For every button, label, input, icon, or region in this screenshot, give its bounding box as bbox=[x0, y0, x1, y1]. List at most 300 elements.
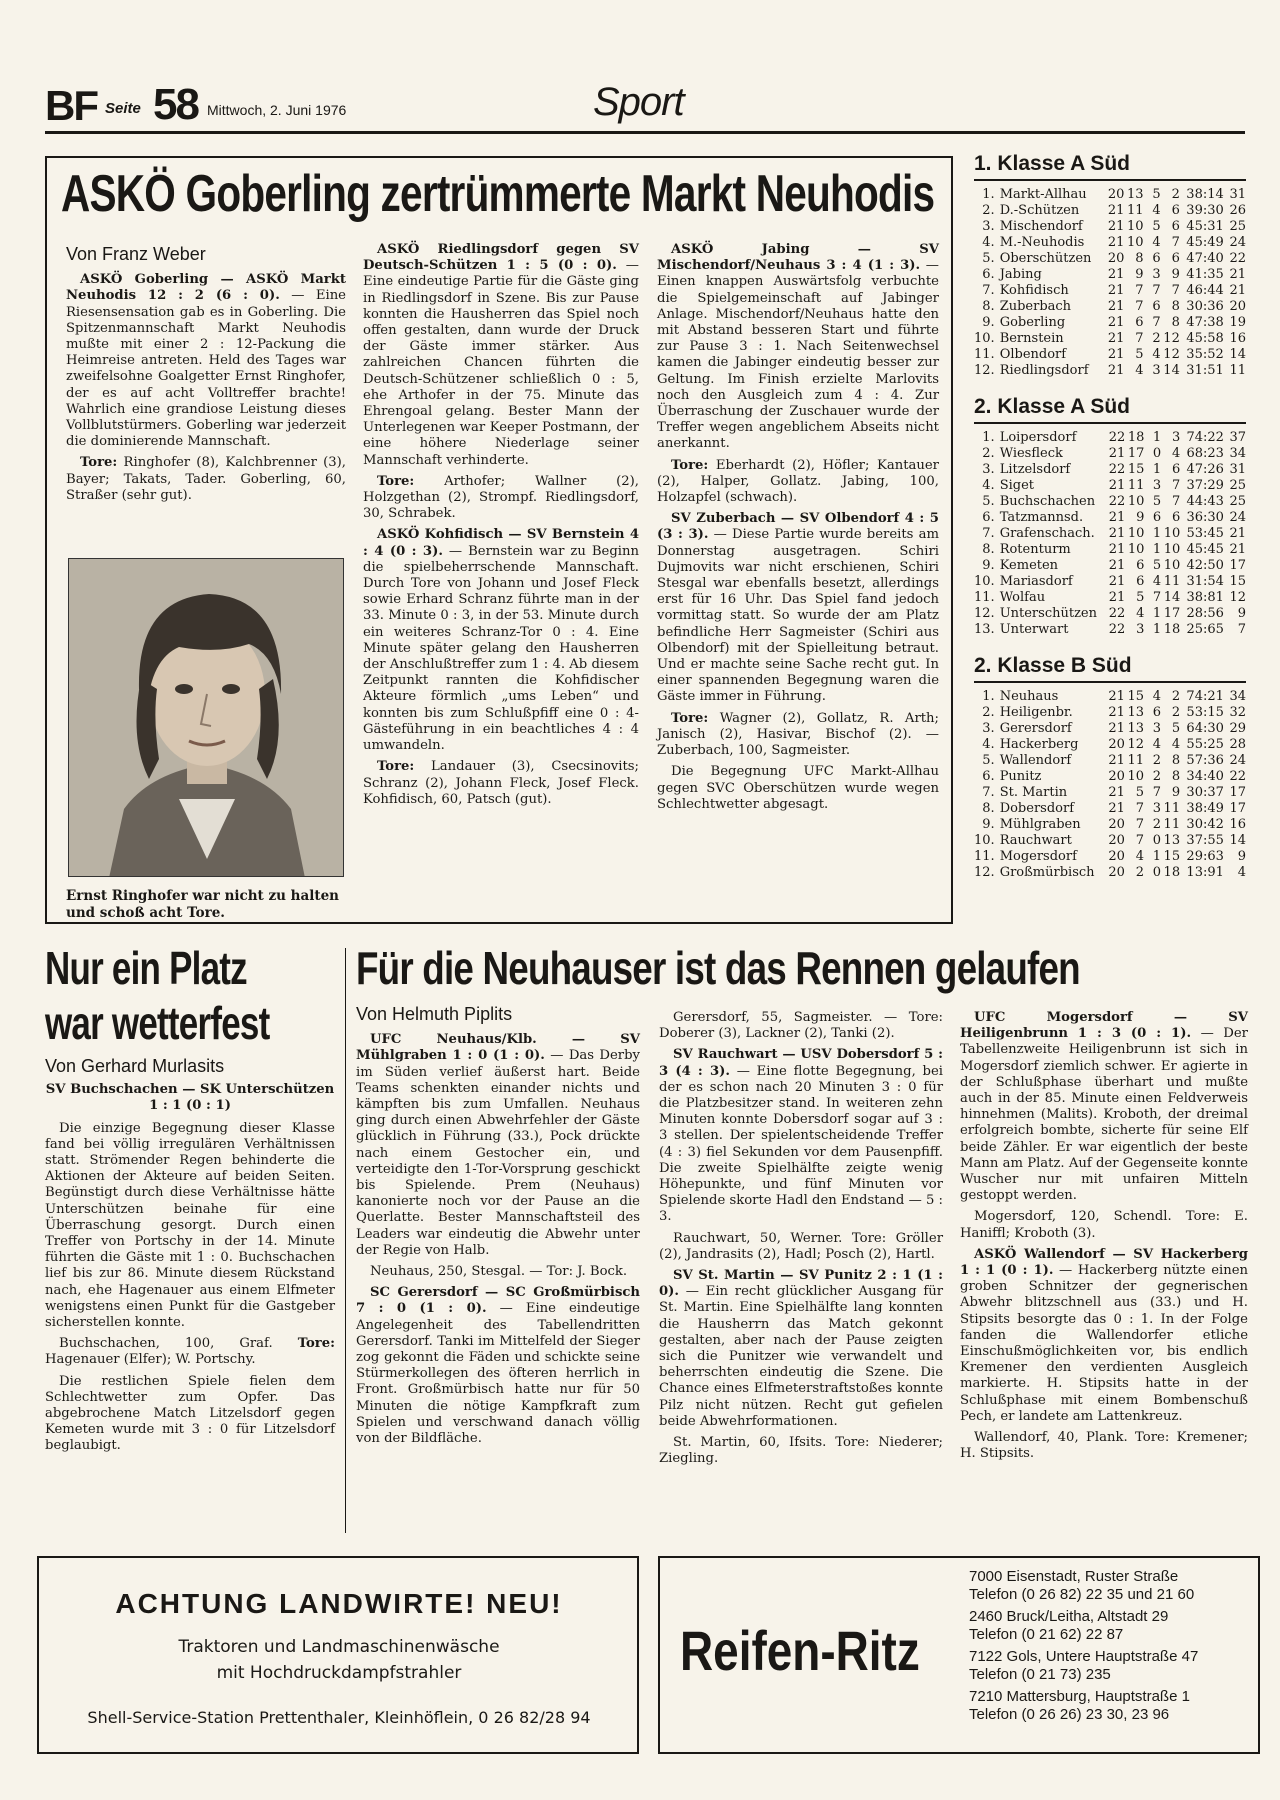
table-row bbox=[974, 753, 1246, 769]
table-row bbox=[974, 510, 1246, 526]
table-cell: 47:38 bbox=[1186, 315, 1224, 330]
ad-footer: Shell-Service-Station Prettenthaler, Kleinhöflein, 0 26 82/28 94 bbox=[87, 1708, 591, 1727]
table-cell: 11 bbox=[1127, 203, 1144, 218]
table-cell: Unterschützen bbox=[999, 606, 1097, 621]
table-cell: Oberschützen bbox=[999, 251, 1092, 266]
table-cell: 21 bbox=[1108, 753, 1125, 768]
table-cell: 36:30 bbox=[1186, 510, 1224, 525]
table-cell: 42:50 bbox=[1186, 558, 1224, 573]
table-cell: 5 bbox=[1135, 347, 1144, 362]
table-cell: 12 bbox=[1127, 737, 1144, 752]
table-cell: 7 bbox=[1135, 299, 1144, 314]
table-cell: 32 bbox=[1229, 705, 1246, 720]
article2-tore: Buchschachen, 100, Graf. Tore: Hagenauer (Elfer); W. Portschy. bbox=[45, 1336, 335, 1368]
table-cell: Kohfidisch bbox=[999, 283, 1069, 298]
ad-phone: Telefon (0 21 73) 235 bbox=[969, 1665, 1111, 1683]
table-row bbox=[974, 801, 1246, 817]
table-cell: 21 bbox=[1108, 705, 1125, 720]
table-cell: 21 bbox=[1108, 785, 1125, 800]
table-cell: 9. bbox=[982, 817, 995, 832]
table-cell: 41:35 bbox=[1186, 267, 1224, 282]
article3-paragraph: Neuhaus, 250, Stesgal. — Tor: J. Bock. bbox=[370, 1264, 628, 1280]
table-cell: Mühlgraben bbox=[999, 817, 1081, 832]
table-cell: 45:31 bbox=[1186, 219, 1224, 234]
ad-city: 7122 Gols, Untere Hauptstraße 47 bbox=[969, 1648, 1199, 1665]
table-cell: 5. bbox=[982, 494, 995, 509]
article3-column-2 bbox=[659, 1010, 943, 1472]
ad-addresses bbox=[969, 1568, 1259, 1728]
ad-address bbox=[969, 1608, 1259, 1643]
ad-landwirte bbox=[37, 1556, 639, 1754]
article2-paragraph: Die einzige Begegnung dieser Klasse fand bei völlig irregulären Verhältnissen statt. Strömender Regen behinderte die Aktionen der Akteure auf beiden Seiten. Begünstigt durch diese Verhältnisse hätte Unterschützen beinahe für eine Überraschung gesorgt. Durch einen Treffer von Portschy in der 14. Minute führten die Gäste mit 1 : 0. Buchschachen lief bis zur 86. Minute diesem Rückstand nach, ehe Hagenauer aus einem Elfmeter wenigstens einen Punkt für die Gastgeber sicherstellen konnte. bbox=[45, 1120, 335, 1331]
table-cell: 18 bbox=[1163, 865, 1181, 880]
table-cell: 37:55 bbox=[1186, 833, 1224, 848]
table-row bbox=[974, 494, 1246, 510]
table-row bbox=[974, 606, 1246, 622]
table-cell: 20 bbox=[1229, 299, 1246, 314]
table-cell: 6 bbox=[1136, 558, 1145, 573]
table-row bbox=[974, 590, 1246, 606]
table-row bbox=[974, 331, 1246, 347]
table-cell: 25 bbox=[1229, 219, 1246, 234]
headline-goberling: ASKÖ Goberling zertrümmerte Markt Neuhodis bbox=[61, 165, 935, 223]
table-cell: 30:42 bbox=[1186, 817, 1224, 832]
table-cell: 10. bbox=[974, 574, 995, 589]
table-cell: 7 bbox=[1152, 590, 1162, 605]
table-cell: 1 bbox=[1152, 849, 1161, 864]
table-cell: Mogersdorf bbox=[999, 849, 1077, 864]
table-cell: 34 bbox=[1229, 446, 1246, 461]
ad-phone: Telefon (0 26 82) 22 35 und 21 60 bbox=[969, 1585, 1195, 1603]
table-cell: 25 bbox=[1229, 478, 1246, 493]
table-cell: 9 bbox=[1171, 267, 1180, 282]
table-row bbox=[974, 833, 1246, 849]
table-cell: 6. bbox=[982, 267, 995, 282]
table-cell: 6 bbox=[1152, 299, 1161, 314]
table-cell: 13 bbox=[1163, 833, 1181, 848]
headline-weather-line-2: war wetterfest bbox=[45, 997, 270, 1049]
table-cell: 10 bbox=[1127, 235, 1144, 250]
table-cell: 3 bbox=[1136, 622, 1145, 637]
table-row bbox=[974, 347, 1246, 363]
table-cell: 18 bbox=[1163, 622, 1181, 637]
table-cell: 8 bbox=[1171, 753, 1181, 768]
article1-paragraph: ASKÖ Riedlingsdorf gegen SV Deutsch-Schützen 1 : 5 (0 : 0). — Eine eindeutige Partie für die Gäste ging in Riedlingsdorf in Szene. Bis zur Pause konnten die Hausherren das Spiel noch offen gestalten, dann wurde der Druck der Gäste immer stärker. Aus zahlreichen Chancen führten die Deutsch-Schützener schließlich 0 : 5, ehe Arthofer in der 75. Minute das Ehrengoal gelang. Bester Mann der Unterlegenen war Keeper Postmann, der eine höhere Niederlage seiner Mannschaft verhinderte. bbox=[363, 242, 639, 468]
table-cell: 25 bbox=[1229, 494, 1246, 509]
table-cell: 7 bbox=[1171, 478, 1181, 493]
table-cell: 5 bbox=[1152, 558, 1162, 573]
newspaper-logo: BF bbox=[45, 82, 97, 129]
table-cell: 22 bbox=[1108, 494, 1126, 509]
table-cell: Riedlingsdorf bbox=[999, 363, 1089, 378]
table-cell: Punitz bbox=[999, 769, 1042, 784]
table-cell: 21 bbox=[1108, 574, 1126, 589]
article1-paragraph: ASKÖ Kohfidisch — SV Bernstein 4 : 4 (0 : 3). — Bernstein war zu Beginn die spielbeherrschende Mannschaft. Durch Tore von Johann und Josef Fleck sowie Erhard Schranz führte man in der 33. Minute 0 : 3, in der 53. Minute durch ein weiteres Schranz-Tor 0 : 4. Eine Minute später gelang den Hausherren der Anschlußtreffer zum 1 : 4. Ab diesem Zeitpunkt rannten die Kohfidischer Akteure förmlich „ums Leben“ und konnten bis zum Schlußpfiff eine 0 : 4-Gästeführung in ein beachtliches 4 : 4 umwandeln. bbox=[363, 527, 639, 754]
table-row bbox=[974, 526, 1246, 542]
table-cell: 25:65 bbox=[1186, 622, 1224, 637]
table-cell: Markt-Allhau bbox=[999, 187, 1087, 202]
table-cell: 11 bbox=[1163, 817, 1181, 832]
table-row bbox=[974, 462, 1246, 478]
table-cell: Tatzmannsd. bbox=[999, 510, 1084, 525]
table-cell: 3 bbox=[1171, 430, 1181, 445]
table-cell: 13 bbox=[1127, 187, 1144, 202]
ad-line-1: Traktoren und Landmaschinenwäsche bbox=[178, 1637, 500, 1657]
table-cell: 24 bbox=[1229, 753, 1246, 768]
table-cell: 14 bbox=[1229, 833, 1246, 848]
table-cell: 2. bbox=[982, 705, 995, 720]
match-lead: SV Rauchwart — USV Dobersdorf 5 : 3 (4 : 3). bbox=[659, 1047, 943, 1079]
table-cell: 6 bbox=[1152, 705, 1161, 720]
ad-phone: Telefon (0 26 26) 23 30, 23 96 bbox=[969, 1705, 1170, 1723]
byline: Von Franz Weber bbox=[66, 244, 206, 264]
article1-paragraph: Tore: Landauer (3), Csecsinovits; Schranz (2), Johann Fleck, Josef Fleck. Kohfidisch, 60, Patsch (gut). bbox=[363, 759, 639, 807]
match-lead: Tore: bbox=[671, 457, 709, 473]
match-lead: SV St. Martin — SV Punitz 2 : 1 (1 : 0). bbox=[659, 1268, 943, 1300]
table-cell: 3. bbox=[982, 721, 995, 736]
table-cell: 21 bbox=[1107, 267, 1125, 282]
table-cell: 3 bbox=[1152, 478, 1162, 493]
article1-column-3 bbox=[657, 242, 939, 818]
table-cell: 5. bbox=[982, 251, 995, 266]
table-cell: 5 bbox=[1135, 785, 1144, 800]
table-cell: 2 bbox=[1152, 753, 1161, 768]
table-cell: 20 bbox=[1107, 187, 1125, 202]
table-cell: 28 bbox=[1229, 737, 1246, 752]
table-row bbox=[974, 705, 1246, 721]
table-cell: 24 bbox=[1229, 235, 1246, 250]
table-cell: 14 bbox=[1163, 363, 1180, 378]
table-cell: 21 bbox=[1108, 446, 1126, 461]
article1-column-2 bbox=[363, 242, 639, 813]
table-cell: 22 bbox=[1108, 606, 1126, 621]
table-cell: Wolfau bbox=[999, 590, 1046, 605]
headline-neuhaus: Für die Neuhauser ist das Rennen gelaufen bbox=[356, 942, 1080, 994]
table-cell: 12 bbox=[1163, 331, 1180, 346]
table-cell: 53:15 bbox=[1186, 705, 1224, 720]
standings-table bbox=[974, 654, 1246, 881]
table-cell: 1 bbox=[1152, 526, 1162, 541]
table-cell: 8. bbox=[982, 299, 995, 314]
issue-date: Mittwoch, 2. Juni 1976 bbox=[207, 102, 347, 118]
table-cell: 22 bbox=[1229, 769, 1246, 784]
table-cell: 4 bbox=[1152, 689, 1161, 704]
table-cell: 11. bbox=[974, 347, 995, 362]
table-cell: 1. bbox=[982, 430, 995, 445]
table-cell: 64:30 bbox=[1186, 721, 1224, 736]
table-cell: Kemeten bbox=[999, 558, 1059, 573]
table-cell: Gerersdorf bbox=[999, 721, 1072, 736]
table-cell: 14 bbox=[1229, 347, 1246, 362]
table-cell: Wallendorf bbox=[999, 753, 1072, 768]
table-cell: 4 bbox=[1171, 737, 1181, 752]
table-cell: 5 bbox=[1152, 494, 1162, 509]
table-cell: 2 bbox=[1171, 187, 1180, 202]
match-subhead: SV Buchschachen — SK Unterschützen 1 : 1 (0 : 1) bbox=[45, 1082, 335, 1114]
photo-caption: Ernst Ringhofer war nicht zu halten und schoß acht Tore. bbox=[66, 888, 339, 921]
table-cell: 9 bbox=[1237, 606, 1246, 621]
table-cell: 26 bbox=[1229, 203, 1246, 218]
article1-paragraph: Tore: Wagner (2), Gollatz, R. Arth; Janisch (2), Hasivar, Bischof (2). — Zuberbach, 100, Sagmeister. bbox=[657, 710, 939, 759]
table-cell: 4 bbox=[1152, 737, 1161, 752]
table-cell: 5 bbox=[1152, 187, 1161, 202]
match-lead: UFC Neuhaus/Klb. — SV Mühlgraben 1 : 0 (1 : 0). bbox=[356, 1032, 640, 1064]
table-cell: 74:21 bbox=[1186, 689, 1224, 704]
table-row bbox=[974, 187, 1246, 203]
table-cell: 37 bbox=[1229, 430, 1246, 445]
table-cell: 2 bbox=[1171, 705, 1181, 720]
match-lead: Tore: bbox=[377, 759, 415, 775]
ad-brand: Reifen-Ritz bbox=[680, 1619, 920, 1682]
table-cell: 29 bbox=[1229, 721, 1246, 736]
masthead bbox=[45, 78, 1245, 134]
byline: Von Helmuth Piplits bbox=[356, 1004, 513, 1024]
table-cell: 6 bbox=[1171, 219, 1180, 234]
match-lead: SV Zuberbach — SV Olbendorf 4 : 5 (3 : 3). bbox=[657, 511, 939, 543]
table-cell: 74:22 bbox=[1186, 430, 1224, 445]
table-cell: 21 bbox=[1229, 526, 1246, 541]
table-cell: 12. bbox=[974, 606, 995, 621]
byline: Von Gerhard Murlasits bbox=[45, 1056, 225, 1076]
article-weather bbox=[45, 944, 335, 1460]
table-cell: 17 bbox=[1229, 785, 1246, 800]
table-cell: 3. bbox=[982, 462, 995, 477]
table-cell: 5. bbox=[982, 753, 995, 768]
table-cell: 10 bbox=[1163, 526, 1181, 541]
table-cell: 7 bbox=[1152, 283, 1161, 298]
table-cell: 0 bbox=[1152, 446, 1162, 461]
table-cell: 7. bbox=[982, 283, 995, 298]
table-cell: 38:49 bbox=[1186, 801, 1224, 816]
table-cell: 37:29 bbox=[1186, 478, 1224, 493]
table-cell: 53:45 bbox=[1186, 526, 1224, 541]
article-neuhaus bbox=[356, 942, 1249, 1467]
table-cell: 15 bbox=[1229, 574, 1246, 589]
match-lead: ASKÖ Jabing — SV Mischendorf/Neuhaus 3 : 4 (1 : 3). bbox=[657, 242, 939, 274]
table-cell: 1 bbox=[1152, 430, 1162, 445]
table-cell: 8. bbox=[982, 542, 995, 557]
table-cell: 12. bbox=[974, 865, 995, 880]
table-cell: 28:56 bbox=[1186, 606, 1224, 621]
table-cell: 10. bbox=[974, 833, 995, 848]
table-cell: 11 bbox=[1163, 801, 1181, 816]
table-row bbox=[974, 315, 1246, 331]
article3-paragraph: Gerersdorf, 55, Sagmeister. — Tore: Doberer (3), Lackner (2), Tanki (2). bbox=[659, 1010, 943, 1042]
table-row bbox=[974, 689, 1246, 705]
article3-paragraph: UFC Mogersdorf — SV Heiligenbrunn 1 : 3 (0 : 1). — Der Tabellenzweite Heiligenbrunn ist sich in Mogersdorf ziemlich schwer. Er agierte in der Schlußphase überhart und mußte auch in der 85. Minute einen Feldverweis hinnehmen (Malits). Kroboth, der dreimal erfolgreich bombte, sicherte für seine Elf beide Zähler. Er war eigentlich der beste Mann am Platz. Auf der Gegenseite konnte Wuscher nur mit unfairen Mitteln gestoppt werden. bbox=[960, 1010, 1248, 1204]
table-row bbox=[974, 721, 1246, 737]
standings-tables bbox=[974, 152, 1246, 897]
table-cell: 35:52 bbox=[1186, 347, 1224, 362]
table-cell: 6. bbox=[982, 510, 995, 525]
table-cell: 34 bbox=[1229, 689, 1246, 704]
table-cell: Bernstein bbox=[999, 331, 1064, 346]
column-divider bbox=[345, 948, 346, 1533]
table-cell: 11 bbox=[1163, 574, 1181, 589]
table-row bbox=[974, 865, 1246, 881]
article1-paragraph: ASKÖ Goberling — ASKÖ Markt Neuhodis 12 : 2 (6 : 0). — Eine Riesensensation gab es in Goberling. Die Spitzenmannschaft Markt Neuhodis mußte mit einer 2 : 12-Packung die Heimreise antreten. Held des Tages war zweifelsohne Goalgetter Ernst Ringhofer, der es auf acht Volltreffer brachte! Wahrlich eine grandiose Leistung dieses Vollblutstürmers. Goberling war jederzeit die dominierende Mannschaft. bbox=[66, 272, 346, 450]
table-cell: 21 bbox=[1107, 347, 1125, 362]
table-cell: Mariasdorf bbox=[999, 574, 1073, 589]
match-lead: ASKÖ Riedlingsdorf gegen SV Deutsch-Schützen 1 : 5 (0 : 0). bbox=[363, 242, 639, 274]
ad-address bbox=[969, 1648, 1259, 1683]
table-cell: 21 bbox=[1108, 558, 1126, 573]
table-row bbox=[974, 446, 1246, 462]
ad-city: 7000 Eisenstadt, Ruster Straße bbox=[969, 1568, 1179, 1585]
table-cell: 4 bbox=[1237, 865, 1246, 880]
table-cell: 2 bbox=[1152, 331, 1161, 346]
article1-paragraph: ASKÖ Jabing — SV Mischendorf/Neuhaus 3 : 4 (1 : 3). — Einen knappen Auswärtsfolg verbuchte die Spielgemeinschaft auf Jabinger Anlage. Mischendorf/Neuhaus hatte den mit Abstand besseren Start und führte zur Pause 3 : 1. Nach Seitenwechsel kamen die Jabinger eindeutig besser zur Geltung. Im Finish erzielte Marlovits noch den Ausgleich zum 4 : 4. Zur Überraschung der Zuschauer wurde der Treffer wegen angeblichem Abseits nicht anerkannt. bbox=[657, 242, 939, 452]
table-cell: 2 bbox=[1135, 865, 1144, 880]
table-cell: 31:54 bbox=[1186, 574, 1224, 589]
table-title: 1. Klasse A Süd bbox=[974, 152, 1246, 181]
table-cell: 6 bbox=[1171, 510, 1181, 525]
table-cell: 2 bbox=[1152, 817, 1161, 832]
match-lead: ASKÖ Wallendorf — SV Hackerberg 1 : 1 (0 : 1). bbox=[960, 1246, 1248, 1279]
table-cell: 21 bbox=[1107, 315, 1125, 330]
table-cell: 19 bbox=[1229, 315, 1246, 330]
table-cell: 21 bbox=[1107, 203, 1125, 218]
table-cell: 11 bbox=[1127, 753, 1144, 768]
table-cell: 3 bbox=[1152, 801, 1161, 816]
table-cell: 17 bbox=[1229, 801, 1246, 816]
table-cell: 3 bbox=[1152, 363, 1161, 378]
page-label: Seite bbox=[105, 100, 141, 117]
table-cell: 13 bbox=[1127, 705, 1144, 720]
article3-paragraph: Wallendorf, 40, Plank. Tore: Kremener; H. Stipsits. bbox=[960, 1430, 1248, 1462]
table-cell: Olbendorf bbox=[999, 347, 1067, 362]
table-cell: 5 bbox=[1136, 590, 1145, 605]
table-cell: 4 bbox=[1152, 203, 1161, 218]
table-cell: 10. bbox=[974, 331, 995, 346]
table-cell: 4. bbox=[982, 478, 995, 493]
table-cell: 5 bbox=[1152, 219, 1161, 234]
table-cell: 45:45 bbox=[1186, 542, 1224, 557]
table-cell: Rauchwart bbox=[999, 833, 1072, 848]
table-cell: 17 bbox=[1229, 558, 1246, 573]
table-cell: 20 bbox=[1108, 865, 1125, 880]
table-cell: 21 bbox=[1108, 478, 1126, 493]
table-cell: 10 bbox=[1127, 769, 1144, 784]
table-cell: M.-Neuhodis bbox=[999, 235, 1085, 250]
table-cell: 21 bbox=[1108, 721, 1125, 736]
article3-paragraph: UFC Neuhaus/Klb. — SV Mühlgraben 1 : 0 (1 : 0). — Das Derby im Süden verlief äußerst hart. Beide Teams schenkten einander nichts und kämpften bis zum Umfallen. Neuhaus ging durch einen Abwehrfehler der Gäste glücklich in Führung (33.), Pock drückte nach einem Gestocher ein, und verteidigte den 1-Tor-Vorsprung geschickt bis Spielende. Prem (Neuhaus) kanonierte noch vor der Pause an die Querlatte. Bester Mannschaftsteil des Leaders war eindeutig die Abwehr unter der Regie von Halb. bbox=[356, 1032, 640, 1258]
table-cell: Goberling bbox=[999, 315, 1066, 330]
table-cell: 57:36 bbox=[1186, 753, 1224, 768]
table-cell: Unterwart bbox=[999, 622, 1069, 637]
table-cell: 12. bbox=[974, 363, 995, 378]
table-cell: 8 bbox=[1171, 769, 1181, 784]
table-cell: 1 bbox=[1152, 462, 1162, 477]
table-cell: 29:63 bbox=[1186, 849, 1224, 864]
table-cell: 39:30 bbox=[1186, 203, 1224, 218]
section-title: Sport bbox=[593, 80, 684, 124]
table-cell: Großmürbisch bbox=[999, 865, 1095, 880]
table-cell: 20 bbox=[1107, 251, 1125, 266]
table-cell: 7. bbox=[982, 785, 995, 800]
table-cell: 2 bbox=[1152, 769, 1161, 784]
table-cell: 4 bbox=[1135, 849, 1144, 864]
table-cell: 4 bbox=[1171, 446, 1181, 461]
table-cell: 7 bbox=[1171, 283, 1180, 298]
article1-paragraph: Tore: Arthofer; Wallner (2), Holzgethan (2), Strompf. Riedlingsdorf, 30, Schrabek. bbox=[363, 473, 639, 522]
table-cell: 46:44 bbox=[1186, 283, 1224, 298]
table-row bbox=[974, 478, 1246, 494]
ad-reifen-ritz bbox=[658, 1556, 1260, 1754]
table-cell: 6 bbox=[1152, 510, 1162, 525]
portrait-image bbox=[69, 559, 344, 877]
table-cell: 15 bbox=[1127, 462, 1145, 477]
table-cell: 2 bbox=[1171, 689, 1181, 704]
table-cell: 21 bbox=[1108, 801, 1125, 816]
table-cell: 1 bbox=[1152, 622, 1162, 637]
article1-paragraph: SV Zuberbach — SV Olbendorf 4 : 5 (3 : 3). — Diese Partie wurde bereits am Donnerstag ausgetragen. Schiri Dujmovits war nicht erschienen, Schiri Stesgal war ebenfalls besetzt, allerdings erst für 16 Uhr. Das Spiel fand jedoch vormittag statt. So wurde der am Platz befindliche Herr Sagmeister (Schiri aus Olbendorf) mit der Spielleitung betraut. Und er machte seine Sache recht gut. In einer spannenden Begegnung waren die Gäste immer in Führung. bbox=[657, 511, 939, 705]
player-photo bbox=[68, 558, 344, 877]
table-cell: 3 bbox=[1152, 267, 1161, 282]
match-lead: SC Gerersdorf — SC Großmürbisch 7 : 0 (1 : 0). bbox=[356, 1285, 640, 1317]
article3-paragraph: Rauchwart, 50, Werner. Tore: Gröller (2), Jandrasits (2), Hadl; Posch (2), Hartl. bbox=[659, 1230, 943, 1262]
ad-phone: Telefon (0 21 62) 22 87 bbox=[969, 1625, 1124, 1643]
table-cell: 10 bbox=[1127, 494, 1145, 509]
article1-paragraph: Tore: Ringhofer (8), Kalchbrenner (3), Bayer; Takats, Tader. Goberling, 60, Straßer (sehr gut). bbox=[66, 455, 346, 503]
table-cell: 10 bbox=[1127, 219, 1144, 234]
table-cell: 21 bbox=[1108, 689, 1125, 704]
table-cell: 5 bbox=[1171, 721, 1181, 736]
table-cell: 30:37 bbox=[1186, 785, 1224, 800]
table-row bbox=[974, 558, 1246, 574]
table-cell: 12 bbox=[1229, 590, 1246, 605]
table-cell: 22 bbox=[1108, 462, 1126, 477]
table-row bbox=[974, 542, 1246, 558]
table-cell: 7 bbox=[1171, 235, 1180, 250]
table-cell: 14 bbox=[1163, 590, 1181, 605]
table-cell: 10 bbox=[1127, 526, 1145, 541]
table-cell: Mischendorf bbox=[999, 219, 1083, 234]
table-cell: 20 bbox=[1108, 769, 1125, 784]
article3-paragraph: Mogersdorf, 120, Schendl. Tore: E. Haniffl; Kroboth (3). bbox=[960, 1209, 1248, 1241]
table-cell: 20 bbox=[1108, 833, 1125, 848]
table-cell: 21 bbox=[1107, 235, 1125, 250]
table-cell: Zuberbach bbox=[999, 299, 1072, 314]
table-cell: 20 bbox=[1108, 817, 1125, 832]
article3-paragraph: SC Gerersdorf — SC Großmürbisch 7 : 0 (1 : 0). — Eine eindeutige Angelegenheit des Tabellendritten Gerersdorf. Tanki im Mittelfeld der Sieger zog gekonnt die Fäden und schickte seine Stürmerkollegen des öfteren herrlich in Front. Großmürbisch hatte nur für 50 Minuten die nötige Kampfkraft zum Spielen und verschwand danach völlig von der Bildfläche. bbox=[356, 1285, 640, 1447]
match-lead: Tore: bbox=[377, 473, 415, 489]
table-row bbox=[974, 817, 1246, 833]
table-cell: 21 bbox=[1107, 219, 1125, 234]
table-cell: Siget bbox=[999, 478, 1034, 493]
table-row bbox=[974, 203, 1246, 219]
article3-column-1 bbox=[356, 1006, 640, 1452]
table-row bbox=[974, 235, 1246, 251]
table-cell: 6 bbox=[1171, 462, 1181, 477]
ad-address bbox=[969, 1688, 1259, 1723]
table-cell: 0 bbox=[1152, 833, 1161, 848]
table-cell: 31:51 bbox=[1186, 363, 1224, 378]
match-lead: Tore: bbox=[671, 710, 709, 726]
table-cell: 1. bbox=[982, 187, 995, 202]
ad-headline: ACHTUNG LANDWIRTE! NEU! bbox=[115, 1588, 563, 1619]
table-row bbox=[974, 769, 1246, 785]
table-cell: 6 bbox=[1171, 203, 1180, 218]
table-cell: 15 bbox=[1127, 689, 1144, 704]
table-cell: 21 bbox=[1108, 510, 1126, 525]
table-cell: Wiesfleck bbox=[999, 446, 1063, 461]
article1-column-1 bbox=[66, 242, 346, 509]
table-cell: 10 bbox=[1127, 542, 1145, 557]
table-cell: Grafenschach. bbox=[999, 526, 1095, 541]
table-cell: 4 bbox=[1136, 606, 1145, 621]
table-cell: St. Martin bbox=[999, 785, 1068, 800]
